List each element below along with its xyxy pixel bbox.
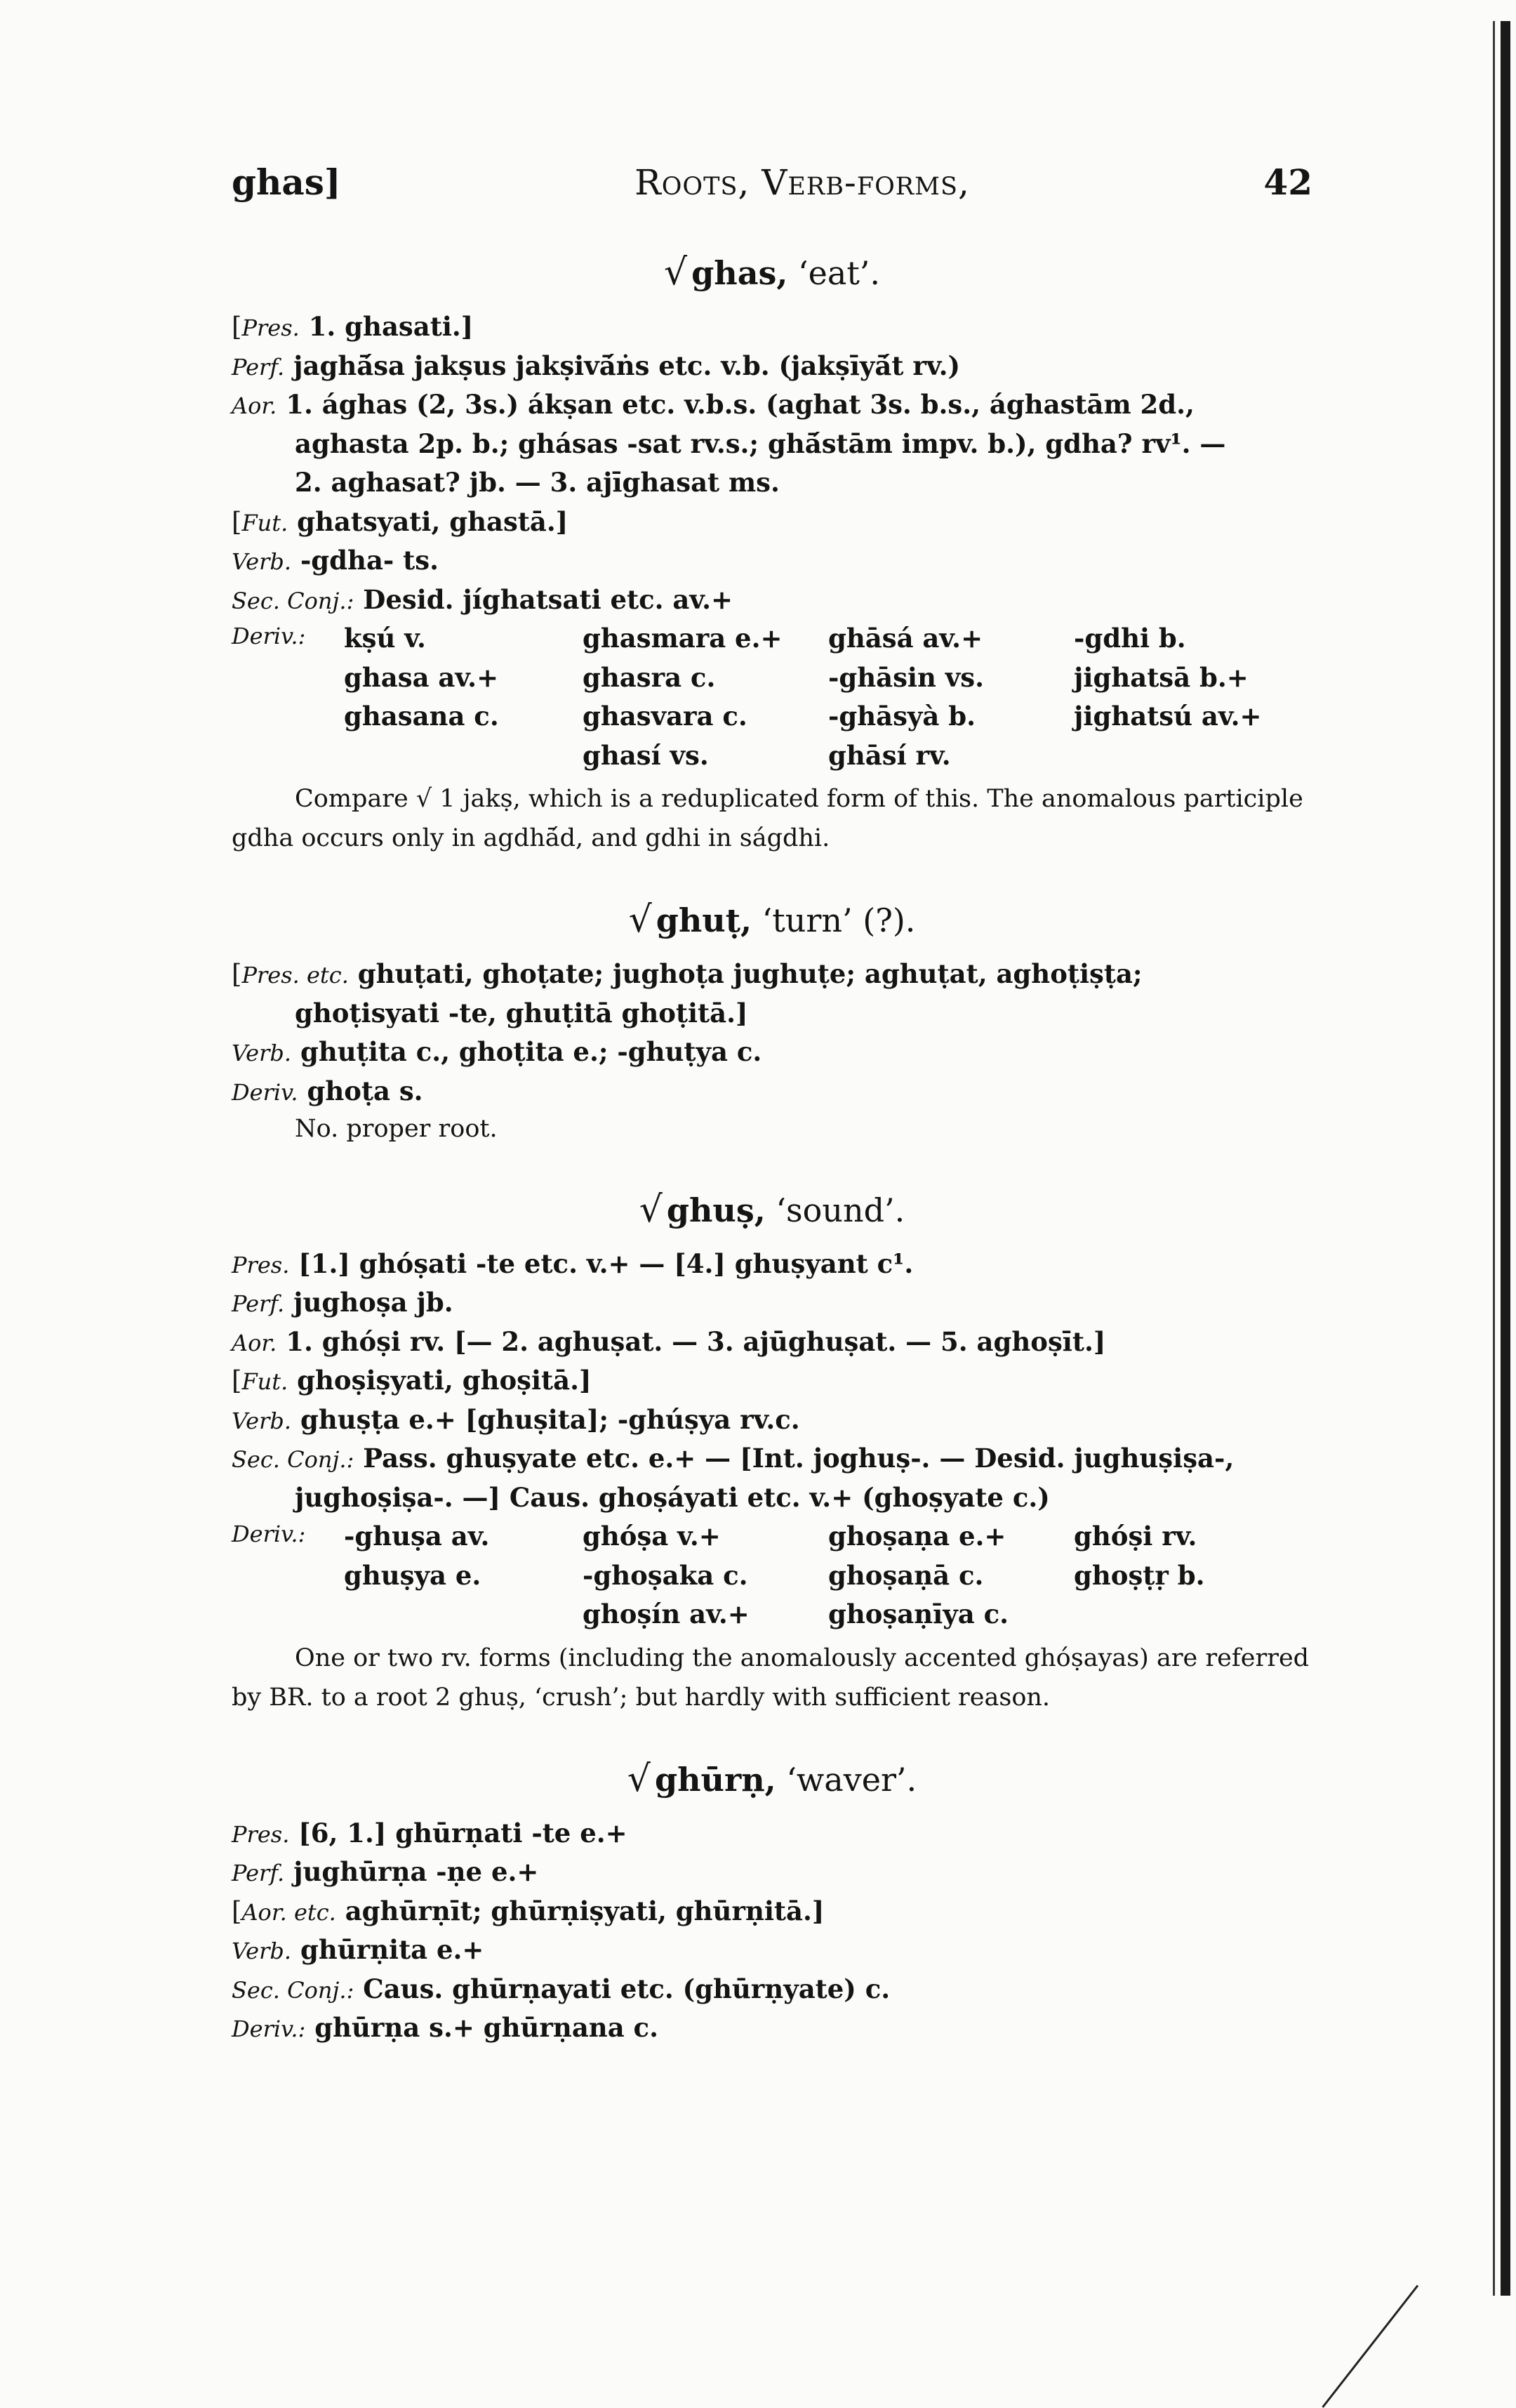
grammar-label: Sec. Conj.:: [232, 587, 354, 614]
running-head-root: ghas]: [232, 161, 341, 203]
form-line: [232, 307, 1312, 347]
verb-forms: [1.] ghóṣati -te etc. v.+ — [4.] ghuṣyant c¹.: [289, 1248, 914, 1279]
form-line: [232, 1439, 1312, 1478]
derivative: -ghāsin vs.: [828, 661, 984, 693]
verb-forms: jughoṣiṣa-. —] Caus. ghoṣáyati etc. v.+ (ghoṣyate c.): [295, 1481, 1050, 1513]
entry-heading: [232, 1758, 1312, 1800]
running-head: [232, 161, 1312, 211]
form-line: [232, 1283, 1312, 1323]
form-line: [232, 1931, 1312, 1970]
entry-root: ghūrṇ,: [654, 1760, 776, 1799]
derivatives-spacer: [232, 736, 344, 776]
derivative: -gdhi b.: [1074, 623, 1186, 654]
verb-forms: jughoṣa jb.: [284, 1287, 453, 1318]
derivatives-label: Deriv.:: [232, 623, 306, 649]
entry-gloss: ‘turn’ (?).: [762, 901, 916, 939]
derivatives-spacer: [232, 659, 344, 698]
derivative: ghasana c.: [344, 701, 499, 732]
verb-forms: 1. ághas (2, 3s.) ákṣan etc. v.b.s. (aghat 3s. b.s., ághastām 2d.,: [277, 389, 1195, 420]
entry-root: ghuṭ,: [656, 901, 752, 939]
verb-forms: aghūrṇīt; ghūrṇiṣyati, ghūrṇitā.]: [335, 1895, 825, 1926]
entry-root: ghuṣ,: [666, 1191, 766, 1229]
derivative: jighatsú av.+: [1074, 701, 1262, 732]
derivative: [344, 1595, 583, 1634]
bracket: [: [232, 1896, 242, 1926]
grammar-label: Pres.: [232, 1820, 290, 1848]
radical-sign: √: [628, 899, 652, 941]
entry-gloss: ‘sound’.: [776, 1191, 905, 1229]
grammar-label: Pres.: [241, 315, 300, 341]
entry-heading: [232, 251, 1312, 293]
form-line: [232, 503, 1312, 542]
entry-remark: No. proper root.: [295, 1115, 498, 1143]
verb-forms: ghuṭita c., ghoṭita e.; -ghuṭya c.: [291, 1036, 762, 1067]
derivative: -ghuṣa av.: [344, 1521, 490, 1552]
grammar-label: Aor. etc.: [241, 1898, 336, 1926]
verb-forms: ghuṭati, ghoṭate; jughoṭa jughuṭe; aghuṭat, aghoṭiṣṭa;: [348, 958, 1143, 989]
verb-forms: ghūrṇa s.+ ghūrṇana c.: [305, 2012, 658, 2043]
form-line: [232, 1245, 1312, 1284]
derivative: jighatsā b.+: [1074, 661, 1249, 693]
form-line: [232, 347, 1312, 386]
derivative: ghasra c.: [583, 661, 716, 693]
verb-forms: 2. aghasat? jb. — 3. ajīghasat ms.: [295, 467, 780, 498]
verb-forms: aghasta 2p. b.; ghásas -sat rv.s.; ghā́stām impv. b.), gdha? rv¹. —: [295, 428, 1226, 459]
grammar-label: Verb.: [232, 1407, 292, 1434]
verb-forms: ghatsyati, ghastā.]: [288, 505, 568, 537]
form-line: [232, 541, 1312, 581]
form-line: [232, 994, 1312, 1033]
derivative: ghasí vs.: [583, 739, 709, 771]
grammar-label: Perf.: [232, 1290, 285, 1317]
derivative: kṣú v.: [344, 623, 426, 654]
derivatives-spacer: [232, 697, 344, 736]
form-line: [232, 385, 1312, 425]
entry-1: [232, 899, 1312, 1148]
page-body: [232, 161, 1312, 2048]
entry-3: [232, 1758, 1312, 2048]
verb-forms: ghuṣṭa e.+ [ghuṣita]; -ghúṣya rv.c.: [291, 1403, 800, 1435]
derivative: ghóṣa v.+: [583, 1521, 721, 1552]
form-line: [232, 1814, 1312, 1853]
derivative: -ghoṣaka c.: [583, 1559, 748, 1591]
grammar-label: Deriv.:: [232, 2016, 306, 2042]
bracket: [: [232, 312, 242, 342]
grammar-label: Perf.: [232, 1860, 285, 1886]
derivative: ghoṣaṇa e.+: [828, 1521, 1006, 1552]
bracket: [: [232, 1365, 242, 1396]
derivative: [344, 736, 583, 776]
bracket: [: [232, 959, 242, 989]
derivative: ghoṣaṇīya c.: [828, 1599, 1009, 1629]
derivative: ghāsá av.+: [828, 623, 983, 654]
derivative: [1074, 1595, 1284, 1634]
derivatives-label: Deriv.:: [232, 1521, 306, 1547]
derivative: -ghāsyà b.: [828, 701, 976, 732]
verb-forms: Caus. ghūrṇayati etc. (ghūrṇyate) c.: [354, 1973, 891, 2004]
form-line: [232, 1401, 1312, 1440]
form-line: [232, 1970, 1312, 2009]
grammar-label: Perf.: [232, 353, 285, 381]
entry-gloss: ‘waver’.: [786, 1760, 917, 1799]
derivative: [1074, 736, 1284, 776]
form-line: [232, 1892, 1312, 1931]
grammar-label: Aor.: [232, 392, 277, 419]
page-edge-rule: [1501, 21, 1510, 2296]
entry-gloss: ‘eat’.: [798, 254, 881, 292]
grammar-label: Fut.: [241, 1368, 288, 1395]
grammar-label: Verb.: [232, 548, 292, 575]
grammar-label: Deriv.: [232, 1078, 298, 1106]
radical-sign: √: [663, 251, 688, 293]
entry-0: [232, 251, 1312, 858]
running-head-title: Roots, Verb-forms,: [634, 162, 970, 203]
form-line: [232, 1853, 1312, 1892]
grammar-label: Pres.: [232, 1251, 290, 1278]
verb-forms: 1. ghóṣi rv. [— 2. aghuṣat. — 3. ajūghuṣat. — 5. aghoṣīt.]: [277, 1325, 1106, 1357]
form-line: [232, 1033, 1312, 1072]
form-line: [232, 955, 1312, 994]
grammar-label: Sec. Conj.:: [232, 1446, 354, 1473]
verb-forms: ghoṭa s.: [298, 1075, 423, 1106]
verb-forms: Pass. ghuṣyate etc. e.+ — [Int. joghuṣ-. — Desid. jughuṣiṣa-,: [354, 1443, 1235, 1474]
entry-heading: [232, 1189, 1312, 1231]
form-line: [232, 2009, 1312, 2048]
form-line: [232, 581, 1312, 620]
entry-heading: [232, 899, 1312, 941]
bracket: [: [232, 506, 242, 537]
derivative: ghāsí rv.: [828, 739, 951, 771]
grammar-label: Fut.: [241, 509, 288, 536]
page-edge-thin-rule: [1493, 21, 1495, 2296]
form-line: [232, 1478, 1312, 1518]
page-number: 42: [1263, 161, 1312, 203]
derivative: ghoṣín av.+: [583, 1599, 750, 1629]
verb-forms: 1. ghasati.]: [299, 311, 474, 342]
derivative: ghoṣaṇā c.: [828, 1559, 984, 1591]
grammar-label: Verb.: [232, 1938, 292, 1964]
radical-sign: √: [639, 1188, 663, 1231]
entry-note: Compare √ 1 jakṣ, which is a reduplicated form of this. The anomalous participle gdha occurs only in agdhā́d, and gdhi in ságdhi.: [232, 785, 1303, 852]
derivatives-spacer: [232, 1556, 344, 1596]
verb-forms: -gdha- ts.: [291, 545, 439, 576]
verb-forms: ghūrṇita e.+: [291, 1934, 484, 1965]
verb-forms: jaghā́sa jakṣus jakṣivā́ṅs etc. v.b. (jakṣīyā́t rv.): [284, 350, 960, 381]
entry-root: ghas,: [691, 254, 788, 292]
form-line: [232, 425, 1312, 464]
form-line: [232, 1323, 1312, 1362]
form-line: [232, 1072, 1312, 1111]
verb-forms: ghoṭisyati -te, ghuṭitā ghoṭitā.]: [295, 997, 748, 1028]
entry-2: [232, 1189, 1312, 1717]
grammar-label: Aor.: [232, 1329, 277, 1356]
derivative: ghóṣi rv.: [1074, 1521, 1197, 1552]
derivative: ghuṣya e.: [344, 1559, 481, 1591]
derivative: ghoṣṭṛ b.: [1074, 1559, 1205, 1591]
derivatives-grid: [232, 619, 1312, 775]
grammar-label: Sec. Conj.:: [232, 1976, 354, 2004]
radical-sign: √: [627, 1757, 651, 1800]
grammar-label: Pres. etc.: [241, 962, 349, 988]
form-line: [232, 1361, 1312, 1401]
derivative: ghasvara c.: [583, 701, 747, 732]
verb-forms: [6, 1.] ghūrṇati -te e.+: [289, 1817, 627, 1848]
stray-pen-mark: [1322, 2285, 1418, 2408]
verb-forms: ghoṣiṣyati, ghoṣitā.]: [288, 1365, 592, 1396]
form-line: [232, 463, 1312, 503]
entries: [232, 251, 1312, 2048]
grammar-label: Verb.: [232, 1040, 292, 1066]
verb-forms: jughūrṇa -ṇe e.+: [284, 1856, 539, 1887]
derivatives-grid: [232, 1517, 1312, 1634]
verb-forms: Desid. jíghatsati etc. av.+: [354, 583, 733, 615]
derivative: ghasa av.+: [344, 661, 499, 693]
entry-note: One or two rv. forms (including the anomalously accented ghóṣayas) are referred by BR. to a root 2 ghuṣ, ‘crush’; but hardly with sufficient reason.: [232, 1643, 1310, 1712]
derivative: ghasmara e.+: [583, 623, 783, 654]
derivatives-spacer: [232, 1595, 344, 1634]
